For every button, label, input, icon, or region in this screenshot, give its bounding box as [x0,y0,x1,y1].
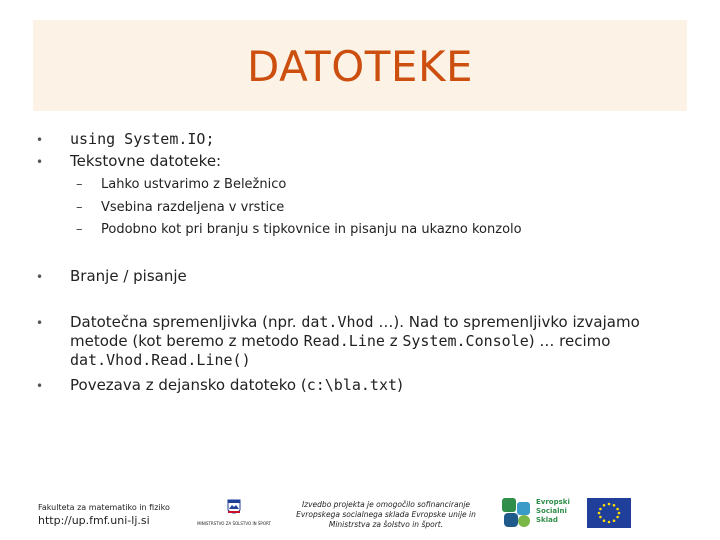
funding-notice: Izvedbo projekta je omogočilo sofinanciranje Evropskega socialnega sklada Evropske unije in Ministrstva za šolstvo in šport. [296,500,476,529]
esf-logo [500,496,570,530]
sub-dash: – [76,222,83,237]
file-variable-line-2: metode (kot beremo z metodo Read.Line z System.Console) … recimo [70,332,611,350]
bullet-read-write: Branje / pisanje [70,267,187,285]
sub-item: Lahko ustvarimo z Beležnico [101,177,287,192]
file-variable-line-1: Datotečna spremenljivka (npr. dat.Vhod …). Nad to spremenljivko izvajamo [70,313,640,331]
code-using: using System.IO; [70,130,215,148]
bullet-actual-file: Povezava z dejansko datoteko (c:\bla.txt) [70,376,403,394]
faculty-name: Fakulteta za matematiko in fiziko [38,503,170,512]
bullet-dot: • [36,270,44,284]
bullet-file-variable [70,313,670,370]
faculty-url[interactable]: http://up.fmf.uni-lj.si [38,514,150,527]
bullet-dot: • [36,133,44,147]
sub-dash: – [76,177,83,192]
bullet-dot: • [36,379,44,393]
bullet-dot: • [36,155,44,169]
bullet-using [70,130,215,149]
ministry-crest-logo [196,499,272,529]
sub-dash: – [76,200,83,215]
slide-title: DATOTEKE [246,42,474,91]
code-file-path: c:\bla.txt [306,376,398,394]
bullet-text-files: Tekstovne datoteke: [70,152,222,170]
code-read-line: Read.Line [303,332,385,350]
code-dat-vhod-read-line: dat.Vhod.Read.Line() [70,351,251,369]
file-variable-line-3 [70,351,670,370]
ministry-label: MINISTRSTVO ZA ŠOLSTVO IN ŠPORT [197,521,271,526]
sub-item: Vsebina razdeljena v vrstice [101,200,285,215]
eu-flag-logo [587,498,631,528]
sub-item: Podobno kot pri branju s tipkovnice in pisanju na ukazno konzolo [101,222,522,237]
bullet-dot: • [36,316,44,330]
code-dat-vhod: dat.Vhod [301,313,374,331]
esf-label: Evropski Socialni Sklad [536,498,570,524]
code-system-console: System.Console [402,332,529,350]
